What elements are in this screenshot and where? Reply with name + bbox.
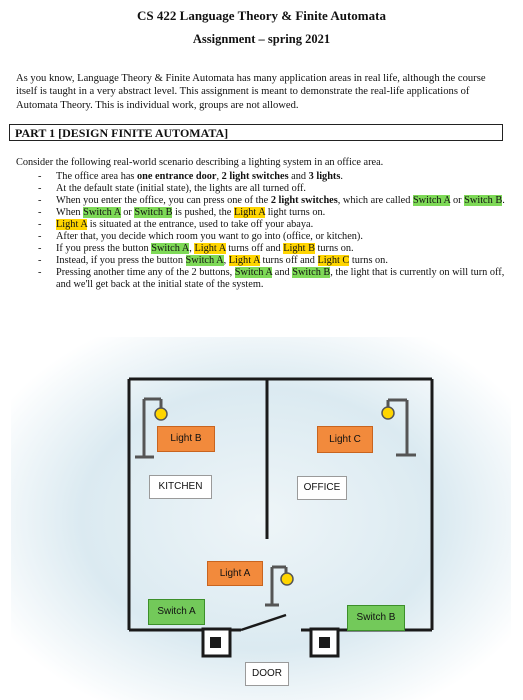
bullet-text: After that, you decide which room you want to go into (office, or kitchen).: [56, 231, 363, 242]
office-floorplan: [11, 337, 511, 700]
door-label: DOOR: [245, 662, 289, 686]
switch-highlight: Switch B: [134, 207, 173, 218]
bullet-text: or: [450, 195, 465, 206]
bullet-text: ,: [216, 171, 222, 182]
bullet-text: When: [56, 207, 84, 218]
assignment-title: Assignment – spring 2021: [192, 32, 331, 46]
scenario-bullet: [16, 255, 506, 267]
office-label: OFFICE: [297, 476, 347, 500]
scenario-bullet: [16, 183, 506, 195]
scenario-bullet: [16, 195, 506, 207]
bulb-b-icon: [155, 408, 167, 420]
scenario-bullet: [16, 219, 506, 231]
switch-highlight: Switch B: [464, 195, 503, 206]
bullet-text: ,: [189, 243, 195, 254]
switch-a-label: Switch A: [148, 599, 205, 625]
switch-a-knob-icon: [210, 637, 221, 648]
light-highlight: Light B: [283, 243, 315, 254]
intro-paragraph: As you know, Language Theory & Finite Automata has many application areas in real life, although the course itself is taught in a very abstract level. This assignment is meant to demonstrate the real-life applications of Automata Theory. This is individual work, groups are not allowed.: [16, 73, 486, 111]
floorplan-drawing: [11, 337, 511, 700]
scenario-bullet: [16, 207, 506, 219]
light-highlight: Light C: [317, 255, 350, 266]
bullet-text: one entrance door: [137, 171, 217, 182]
bullet-text: is pushed, the: [172, 207, 234, 218]
switch-highlight: Switch A: [234, 267, 273, 278]
light-highlight: Light A: [233, 207, 266, 218]
bullet-text: and: [272, 267, 293, 278]
scenario-bullet: [16, 231, 506, 243]
bullet-text: Pressing another time any of the 2 buttons,: [56, 267, 235, 278]
bullet-text: When you enter the office, you can press one of the: [56, 195, 271, 206]
bullet-text: .: [340, 171, 343, 182]
kitchen-label: KITCHEN: [149, 475, 212, 499]
course-title: CS 422 Language Theory & Finite Automata: [137, 8, 386, 23]
scenario-bullet: [16, 243, 506, 255]
bullet-text: 2 light switches: [221, 171, 289, 182]
light-a-label: Light A: [207, 561, 263, 586]
light-c-label: Light C: [317, 426, 373, 453]
scenario-section: [16, 157, 506, 291]
bullet-text: is situated at the entrance, used to take off your abaya.: [87, 219, 314, 230]
part1-heading: PART 1 [DESIGN FINITE AUTOMATA]: [9, 124, 503, 141]
bullet-text: and: [288, 171, 309, 182]
bullet-text: turns off and: [259, 255, 318, 266]
bullet-text: , the light that is currently on will turn off, and we'll get back at the initial state of the system.: [56, 267, 505, 290]
light-highlight: Light A: [228, 255, 260, 266]
scenario-bullet-list: [16, 171, 506, 291]
switch-b-knob-icon: [319, 637, 330, 648]
bulb-c-icon: [382, 407, 394, 419]
switch-highlight: Switch A: [83, 207, 121, 218]
scenario-bullet: [16, 171, 506, 183]
bullet-text: At the default state (initial state), the lights are all turned off.: [56, 183, 307, 194]
switch-highlight: Switch A: [151, 243, 190, 254]
bullet-text: 3 lights: [308, 171, 341, 182]
bullet-text: turns off and: [225, 243, 284, 254]
switch-highlight: Switch B: [292, 267, 331, 278]
switch-b-label: Switch B: [347, 605, 405, 631]
bullet-text: The office area has: [56, 171, 137, 182]
floorplan-background: [11, 337, 511, 700]
bullet-text: , which are called: [337, 195, 413, 206]
bullet-text: light turns on.: [265, 207, 326, 218]
bullet-text: If you press the button: [56, 243, 152, 254]
bullet-text: Instead, if you press the button: [56, 255, 186, 266]
bullet-text: .: [502, 195, 505, 206]
bullet-text: turns on.: [349, 255, 388, 266]
light-highlight: Light A: [194, 243, 226, 254]
scenario-bullet: [16, 267, 506, 291]
bullet-text: turns on.: [314, 243, 354, 254]
bullet-text: or: [120, 207, 135, 218]
light-highlight: Light A: [56, 219, 88, 230]
bulb-a-icon: [281, 573, 293, 585]
scenario-lead: Consider the following real-world scenario describing a lighting system in an office area.: [16, 157, 384, 168]
switch-highlight: Switch A: [185, 255, 224, 266]
switch-highlight: Switch A: [412, 195, 451, 206]
bullet-text: 2 light switches: [270, 195, 338, 206]
light-b-label: Light B: [157, 426, 215, 452]
bullet-text: ,: [223, 255, 229, 266]
